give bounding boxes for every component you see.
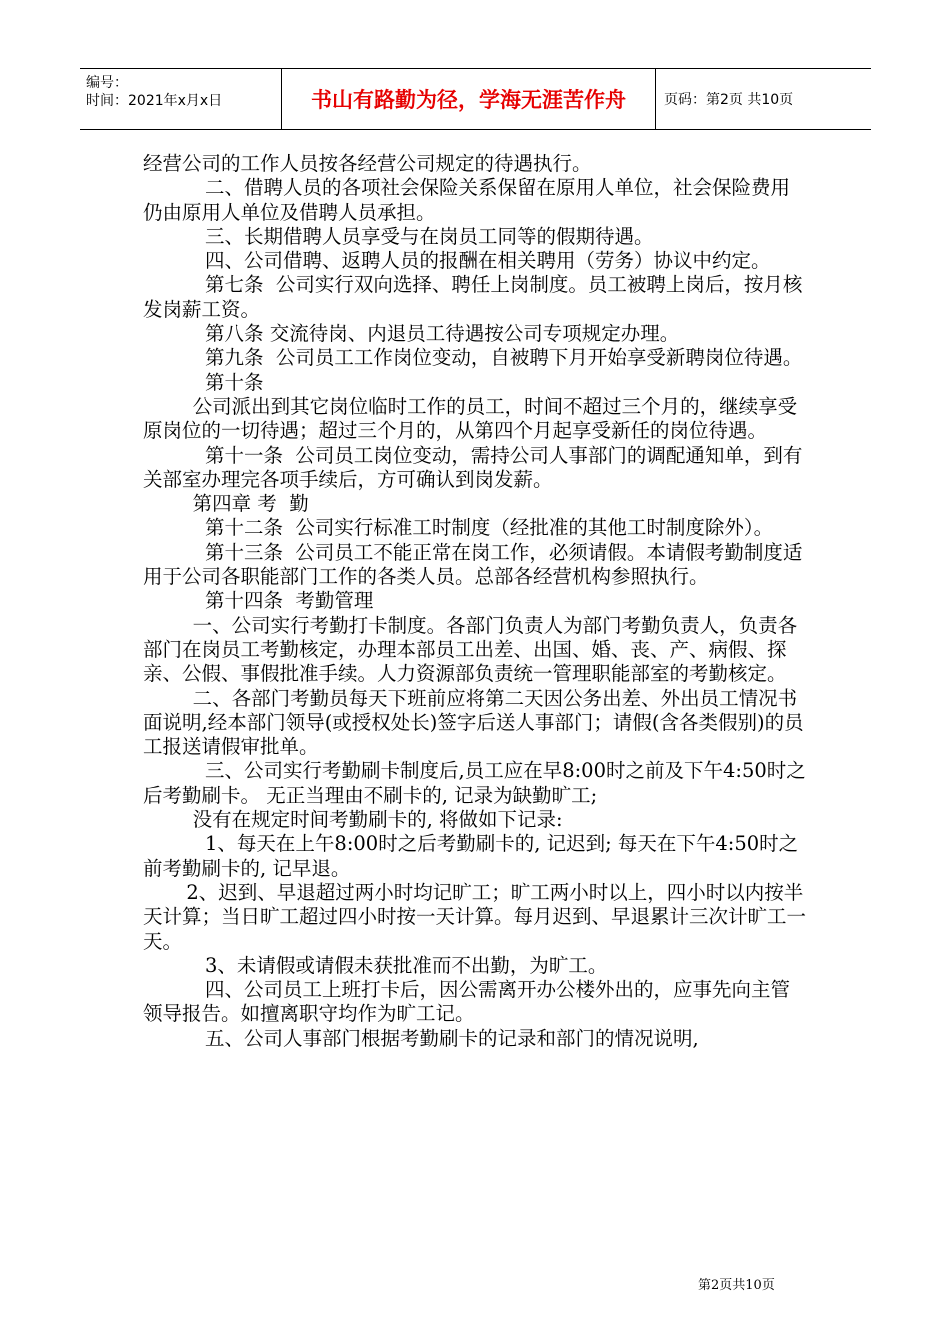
header-motto: 书山有路勤为径，学海无涯苦作舟 bbox=[282, 69, 656, 129]
page-header bbox=[80, 68, 871, 130]
paragraph: 二、各部门考勤员每天下班前应将第二天因公务出差、外出员工情况书面说明,经本部门领导(或授权处长)签字后送人事部门；请假(含各类假别)的员工报送请假审批单。 bbox=[143, 686, 804, 759]
paragraph: 第十三条 公司员工不能正常在岗工作，必须请假。本请假考勤制度适用于公司各职能部门工作的各类人员。总部各经营机构参照执行。 bbox=[143, 540, 803, 589]
paragraph: 第十二条 公司实行标准工时制度（经批准的其他工时制度除外）。 bbox=[143, 516, 774, 540]
paragraph: 第七条 公司实行双向选择、聘任上岗制度。员工被聘上岗后，按月核发岗薪工资。 bbox=[143, 273, 803, 321]
paragraph: 四、公司借聘、返聘人员的报酬在相关聘用（劳务）协议中约定。 bbox=[143, 249, 771, 273]
paragraph: 1、每天在上午8:00时之后考勤刷卡的, 记迟到; 每天在下午4:50时之前考勤刷卡的, 记早退。 bbox=[143, 832, 799, 880]
paragraph: 三、公司实行考勤刷卡制度后,员工应在早8:00时之前及下午4:50时之后考勤刷卡。 无正当理由不刷卡的, 记录为缺勤旷工; bbox=[143, 759, 806, 807]
paragraph: 第十条 bbox=[143, 370, 264, 394]
document-body bbox=[143, 152, 808, 1051]
page-footer: 第2页共10页 bbox=[698, 1278, 775, 1293]
paragraph: 第四章 考 勤 bbox=[143, 492, 309, 516]
paragraph: 第十一条 公司员工岗位变动，需持公司人事部门的调配通知单，到有关部室办理完各项手续后，方可确认到岗发薪。 bbox=[143, 443, 803, 491]
paragraph: 三、长期借聘人员享受与在岗员工同等的假期待遇。 bbox=[143, 224, 654, 248]
document-number-label: 编号： bbox=[86, 75, 128, 91]
document-time-label: 时间：2021年x月x日 bbox=[86, 93, 223, 109]
paragraph: 没有在规定时间考勤刷卡的, 将做如下记录: bbox=[143, 808, 563, 832]
header-meta bbox=[80, 69, 282, 129]
paragraph: 第九条 公司员工工作岗位变动，自被聘下月开始享受新聘岗位待遇。 bbox=[143, 346, 803, 370]
paragraph: 2、迟到、早退超过两小时均记旷工；旷工两小时以上，四小时以内按半天计算；当日旷工超过四小时按一天计算。每月迟到、早退累计三次计旷工一天。 bbox=[143, 880, 807, 953]
header-page-number: 页码：第2页 共10页 bbox=[664, 92, 794, 108]
paragraph: 二、借聘人员的各项社会保险关系保留在原用人单位，社会保险费用仍由原用人单位及借聘人员承担。 bbox=[143, 176, 791, 224]
paragraph: 四、公司员工上班打卡后，因公需离开办公楼外出的，应事先向主管领导报告。如擅离职守均作为旷工记。 bbox=[143, 978, 791, 1026]
paragraph: 3、未请假或请假未获批准而不出勤，为旷工。 bbox=[143, 953, 608, 977]
paragraph: 第十四条 考勤管理 bbox=[143, 589, 374, 613]
paragraph: 经营公司的工作人员按各经营公司规定的待遇执行。 bbox=[143, 152, 592, 175]
paragraph: 一、公司实行考勤打卡制度。各部门负责人为部门考勤负责人，负责各部门在岗员工考勤核定，办理本部员工出差、出国、婚、丧、产、病假、探亲、公假、事假批准手续。人力资源部负责统一管理职能部室的考勤核定。 bbox=[143, 613, 798, 686]
paragraph: 第八条 交流待岗、内退员工待遇按公司专项规定办理。 bbox=[143, 322, 680, 346]
paragraph: 公司派出到其它岗位临时工作的员工，时间不超过三个月的，继续享受原岗位的一切待遇；超过三个月的，从第四个月起享受新任的岗位待遇。 bbox=[143, 394, 798, 443]
paragraph: 五、公司人事部门根据考勤刷卡的记录和部门的情况说明, bbox=[143, 1026, 699, 1050]
